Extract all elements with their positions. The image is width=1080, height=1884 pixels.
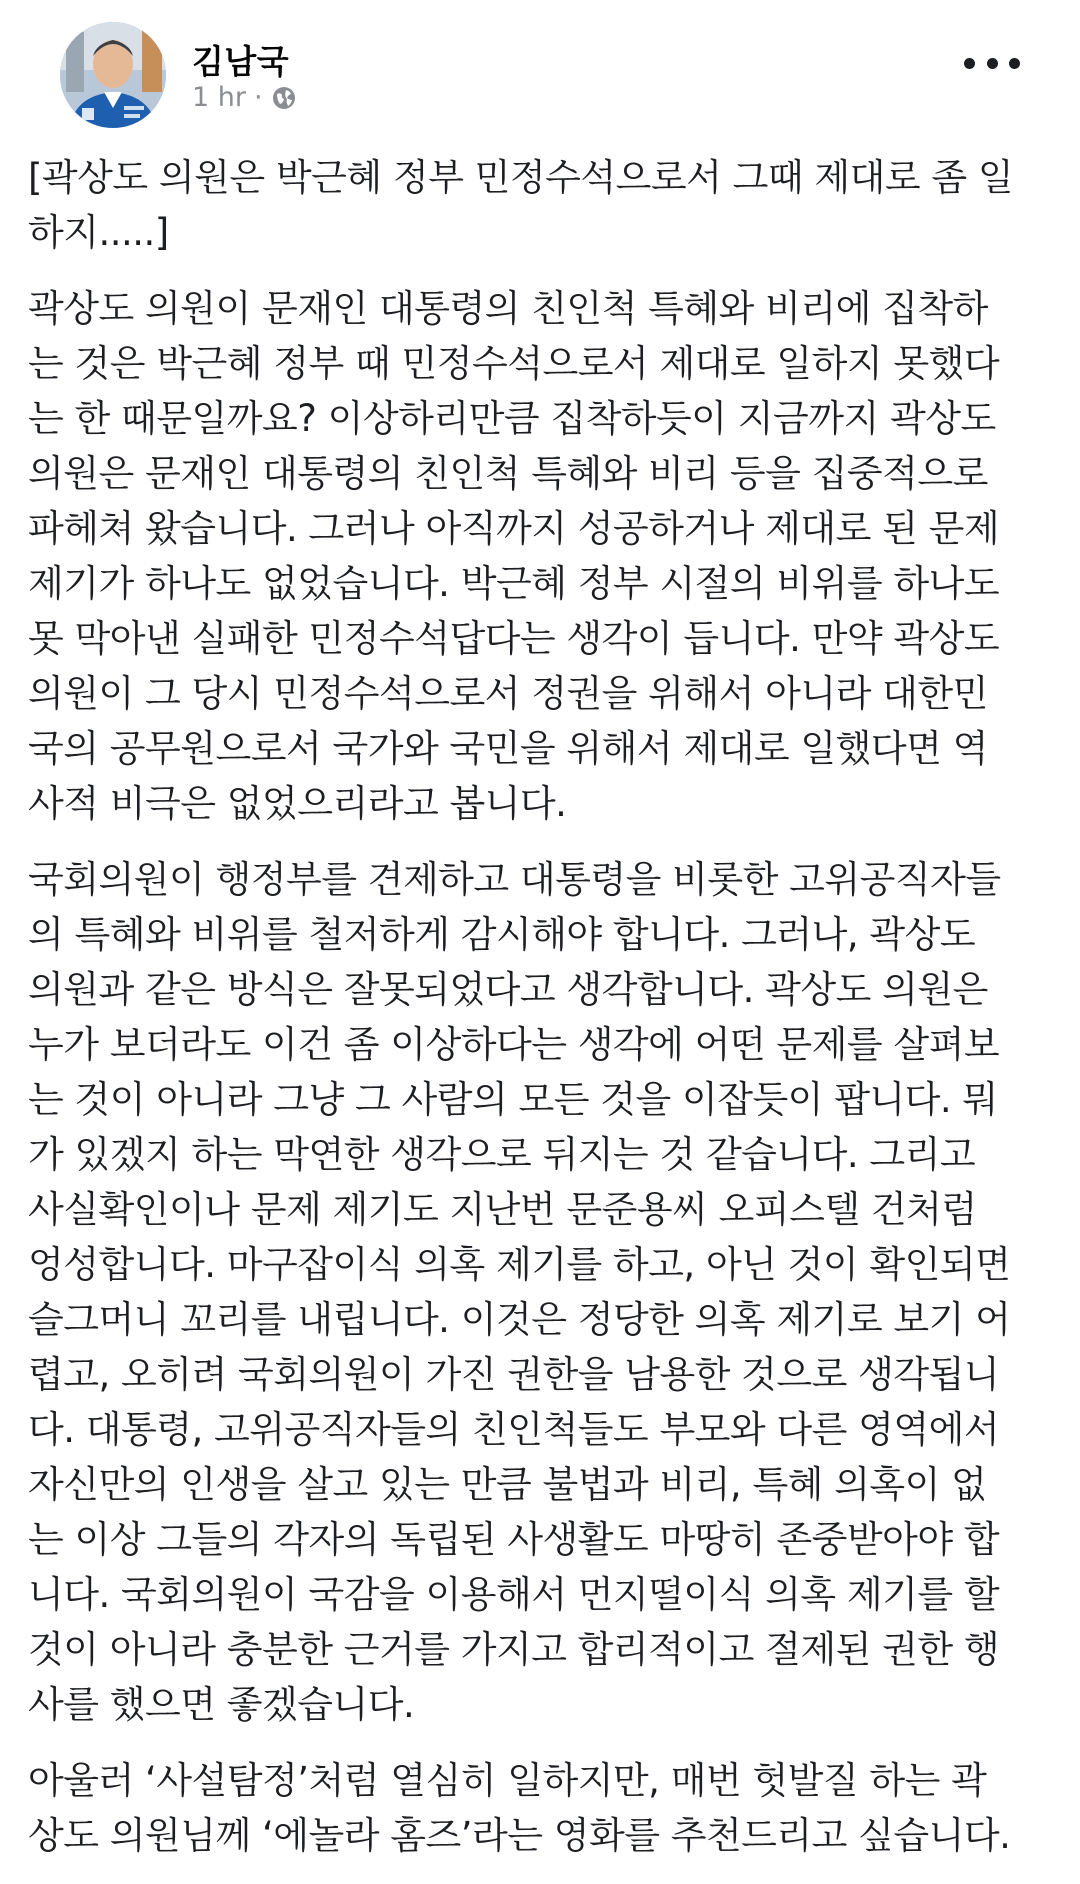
more-dot-icon [1009, 58, 1020, 69]
more-options-button[interactable] [964, 46, 1020, 80]
post-paragraph: 국회의원이 행정부를 견제하고 대통령을 비롯한 고위공직자들 의 특혜와 비위를 철저하게 감시해야 합니다. 그러나, 곽상도 의원과 같은 방식은 잘못되었다고 생각합니다. 곽상도 의원은 누가 보더라도 이건 좀 이상하다는 생각에 어떤 문제를 살펴보 는 것이 아니라 그냥 그 사람의 모든 것을 이잡듯이 팝니다. 뭐 가 있겠지 하는 막연한 생각으로 뒤지는 것 같습니다. 그리고 사실확인이나 문제 제기도 지난번 문준용씨 오피스텔 건처럼 엉성합니다. 마구잡이식 의혹 제기를 하고, 아닌 것이 확인되면 슬그머니 꼬리를 내립니다. 이것은 정당한 의혹 제기로 보기 어 렵고, 오히려 국회의원이 가진 권한을 남용한 것으로 생각됩니 다. 대통령, 고위공직자들의 친인척들도 부모와 다른 영역에서 자신만의 인생을 살고 있는 만큼 불법과 비리, 특혜 의혹이 없 는 이상 그들의 각자의 독립된 사생활도 마땅히 존중받아야 합 니다. 국회의원이 국감을 이용해서 먼지떨이식 의혹 제기를 할 것이 아니라 충분한 근거를 가지고 합리적이고 절제된 권한 행 사를 했으면 좋겠습니다. [28, 858, 1011, 1726]
profile-photo-icon [60, 22, 166, 128]
post-meta [192, 82, 297, 113]
avatar[interactable] [60, 22, 166, 128]
meta-separator: · [253, 82, 263, 113]
author-name[interactable]: 김남국 [192, 42, 290, 81]
post-paragraph-title: [곽상도 의원은 박근혜 정부 민정수석으로서 그때 제대로 좀 일 하지.....] [28, 156, 1014, 254]
post-paragraph: 아울러 ‘사설탐정’처럼 열심히 일하지만, 매번 헛발질 하는 곽 상도 의원님께 ‘에놀라 홈즈’라는 영화를 추천드리고 싶습니다. [28, 1759, 1011, 1857]
post-timestamp[interactable]: 1 hr [192, 82, 246, 113]
more-dot-icon [964, 58, 975, 69]
post-body [28, 150, 1060, 1884]
post-paragraph: 곽상도 의원이 문재인 대통령의 친인척 특혜와 비리에 집착하 는 것은 박근혜 정부 때 민정수석으로서 제대로 일하지 못했다 는 한 때문일까요? 이상하리만큼 집착하듯이 지금까지 곽상도 의원은 문재인 대통령의 친인척 특혜와 비리 등을 집중적으로 파헤쳐 왔습니다. 그러나 아직까지 성공하거나 제대로 된 문제 제기가 하나도 없었습니다. 박근혜 정부 시절의 비위를 하나도 못 막아낸 실패한 민정수석답다는 생각이 듭니다. 만약 곽상도 의원이 그 당시 민정수석으로서 정권을 위해서 아니라 대한민 국의 공무원으로서 국가와 국민을 위해서 제대로 일했다면 역 사적 비극은 없었으리라고 봅니다. [28, 287, 1000, 825]
globe-icon [271, 85, 297, 111]
post-header [34, 0, 1046, 130]
more-dot-icon [987, 58, 998, 69]
